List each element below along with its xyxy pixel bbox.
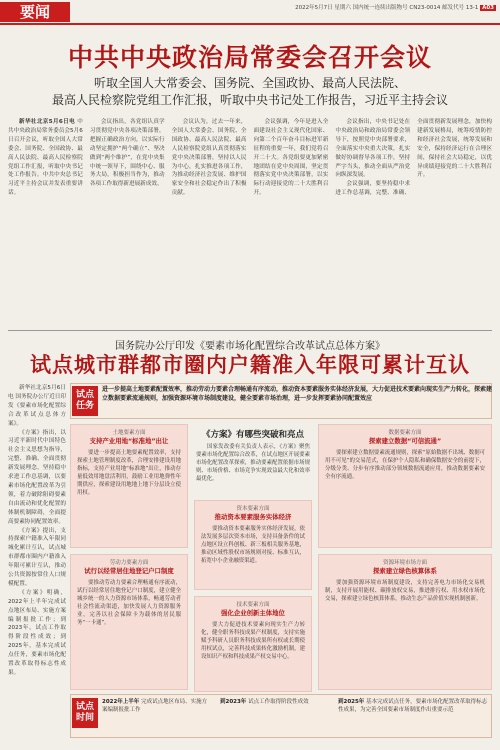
panel-body: 要进一步提高土地要素配置效率，支持探索土地管理制度改革，合理安排建设用地指标，支持产业用地“标准地”出让，推动存量低效用地盘活利用，鼓励工业用地弹性年期供应，探索建设用地地上地下分层设立使用权。 [77, 450, 181, 496]
issue-info: 2022年5月7日 星期六 国内统一连续出版物号 CN23-0014 邮发代号 13-1 [295, 5, 479, 11]
timeline-text: 基本完成试点任务，要素市场化配置改革取得标志性成果，为完善全国要素市场制度作出重要示范 [338, 699, 488, 713]
capital-panel [194, 500, 312, 590]
panel-body: 要大力促进技术要素向现实生产力转化，健全职务科技成果产权制度，支持实施赋予科研人员职务科技成果所有权或长期使用权试点，完善科技成果转化激励机制，建设知识产权和科技成果产权交易中心。 [201, 622, 305, 660]
story1-body [8, 118, 492, 328]
left-panels [70, 424, 188, 690]
land-panel [70, 424, 188, 548]
environment-panel [318, 554, 492, 690]
panel-title: 强化企业创新主体地位 [221, 609, 285, 617]
page-number: A03 [482, 5, 494, 11]
center-panels [194, 500, 312, 692]
story2-paragraph: 《方案》明确，2022年上半年完成试点地区布局、实施方案编制报批工作；到2023年，试点工作取得阶段性成效；到2025年，基本完成试点任务，要素市场化配置改革取得标志性成果。 [8, 589, 66, 676]
story1-subhead-line2: 最高人民检察院党组工作汇报，听取中央书记处工作报告，习近平主持会议 [51, 93, 448, 107]
story1-paragraph: 会议指出，各党组认真学习贯彻党中央各项决策部署，把握正确政治方向，以实际行动坚定拥护“两个确立”、坚决做到“两个维护”，在党中央集中统一领导下，围绕中心、服务大局，积极担当作为，推动各项工作取得新进展新成效。 [89, 119, 165, 188]
section-divider [8, 330, 492, 331]
timeline-item [220, 698, 330, 706]
panel-title: 探索建立数据“可信流通” [368, 437, 442, 445]
story1-paragraph: 会议认为，过去一年来，全国人大常委会、国务院、全国政协、最高人民法院、最高人民检察院党组认真贯彻落实党中央决策部署，坚持以人民为中心，扎实推进各项工作，为推动经济社会发展、维护国家安全和社会稳定作出了积极贡献。 [171, 119, 247, 197]
story2-paragraph: 新华社北京5月6日电 国务院办公厅近日印发《要素市场化配置综合改革试点总体方案》。 [8, 385, 66, 427]
tech-panel [194, 596, 312, 692]
story1-dateline: 新华社北京5月6日电 [19, 119, 76, 125]
panel-body: 要推动劳动力要素合理畅通有序流动，试行以经常居住地登记户口制度，建立健全城乡统一的人力资源市场体系，畅通劳动者社会性流动渠道，加快发展人力资源服务业，完善以社会保障卡为载体的居民服务“一卡通”。 [77, 580, 181, 626]
panel-head: 资源环境市场方面 [382, 560, 427, 566]
masthead-rule [0, 23, 500, 25]
timeline-item [338, 698, 488, 714]
panel-head: 资本要素方面 [236, 506, 270, 512]
labor-panel [70, 554, 188, 690]
tasks-text: 进一步提高土地要素配置效率，推动劳动力要素合理畅通有序流动，推动资本要素服务实体经济发展，大力促进技术要素向现实生产力转化，探索建立数据要素流通规则，加强资源环境市场制度建设，健全要素市场治理，进一步发挥要素协同配置效应 [102, 386, 493, 402]
timeline-year: 2022年上半年 [102, 699, 140, 705]
panel-head: 劳动力要素方面 [109, 560, 149, 566]
story2-paragraph: 《方案》指出，以习近平新时代中国特色社会主义思想为指导，完整、准确、全面贯彻新发展理念，坚持稳中求进工作总基调，以要素市场化配置改革为引领，着力破除阻碍要素自由流动和优化配置的体制机制障碍，全面提高要素协同配置效率。 [8, 429, 66, 525]
timeline-year: 到2025年 [338, 699, 365, 705]
panel-head: 数据要素方面 [388, 430, 422, 436]
story2-headline: 试点城市群都市圈内户籍准入年限可累计互认 [30, 352, 470, 377]
panel-title: 探索建立绿色核算体系 [373, 567, 437, 575]
story1-paragraph: 会议指出，中央书记处在中央政治局和政治局常委会领导下，按照党中央部署要求，全面落实中央重大决策，扎实做好协调督导各项工作，坚持严字当头，推动全面从严治党向纵深发展。 [335, 119, 411, 179]
panel-title: 推动资本要素服务实体经济 [214, 513, 292, 521]
story1-text: 中共中央政治局常务委员会5月6日召开会议，听取全国人大常委会、国务院、全国政协、最高人民法院、最高人民检察院党组工作汇报，听取中央书记处工作报告。中共中央总书记习近平主持会议并发表重要讲话。 [8, 119, 83, 197]
panel-title: 试行以经常居住地登记户口制度 [84, 567, 174, 575]
panel-body: 要加强资源环境市场制度建设，支持完善电力市场化交易机制，支持开展用能权、碳排放权交易，推进排污权、用水权市场化交易，探索建立绿色核算体系，推动生态产品价值实现机制创新。 [325, 580, 485, 602]
story1-subhead-line1: 听取全国人大常委会、国务院、全国政协、最高人民法院、 [93, 76, 406, 90]
center-title: 《方案》有哪些突破和亮点 [201, 430, 304, 440]
story1-paragraph: 会议强调，今年是进入全面建设社会主义现代化国家、向第二个百年奋斗目标进军新征程的重要一年，我们党将召开二十大。各党组要更加紧密地团结在党中央周围，坚定贯彻落实党中央决策部署，以实际行动迎接党的二十大胜利召开。 [253, 119, 329, 197]
section-tab: 要闻 [0, 2, 70, 22]
data-panel [318, 424, 492, 548]
timeline-item [102, 698, 212, 714]
story1-paragraph: 会议强调，要坚持稳中求进工作总基调，完整、准确、全面贯彻新发展理念，加快构建新发展格局，统筹疫情防控和经济社会发展，统筹发展和安全，保持经济运行在合理区间，保持社会大局稳定，以优异成绩迎接党的二十大胜利召开。 [335, 119, 492, 197]
timeline-year: 到2023年 [220, 699, 247, 705]
center-intro: 国家发改委有关负责人表示，《方案》聚焦要素市场化配置综合改革，在试点地区开展要素市场化配置改革探索，推动要素配置依据市场规则、市场价格、市场竞争实现效益最大化和效率最优化。 [196, 444, 310, 482]
panel-head: 技术要素方面 [236, 602, 270, 608]
panel-head: 土地要素方面 [112, 430, 146, 436]
timeline-text: 完成试点地区布局、实施方案编制报批工作 [102, 699, 208, 713]
story2-paragraph: 《方案》提出，支持探索户籍准入年限同城化累计互认，试点城市群都市圈内户籍准入年限可累计互认，推动公共资源按常住人口规模配置。 [8, 527, 66, 587]
masthead-info [295, 3, 496, 11]
timeline-label: 试点时间 [72, 698, 98, 728]
story1-paragraph [8, 118, 83, 198]
story1-headline: 中共中央政治局常委会召开会议 [67, 43, 432, 72]
panel-title: 支持产业用地“标准地”出让 [89, 437, 169, 445]
tasks-label: 试点任务 [72, 386, 98, 416]
story2-kicker: 国务院办公厅印发《要素市场化配置综合改革试点总体方案》 [115, 341, 385, 352]
story2-body [8, 384, 66, 740]
panel-body: 要推动资本要素服务实体经济发展，依法发展多层次资本市场，支持具备条件的试点地区设立科创板、新三板相关服务基地，推动区域性股权市场规则对接、标准互认，拓宽中小企业融资渠道。 [201, 526, 305, 564]
panel-body: 要探索建立数据要素流通规则，探索“原始数据不出域、数据可用不可见”的交易范式，在保护个人隐私和确保数据安全的前提下，分级分类、分步有序推动部分领域数据流通应用，推动数据要素安全有序流通。 [325, 450, 485, 480]
timeline-text: 试点工作取得阶段性成效 [248, 699, 309, 705]
right-panels [318, 424, 492, 690]
